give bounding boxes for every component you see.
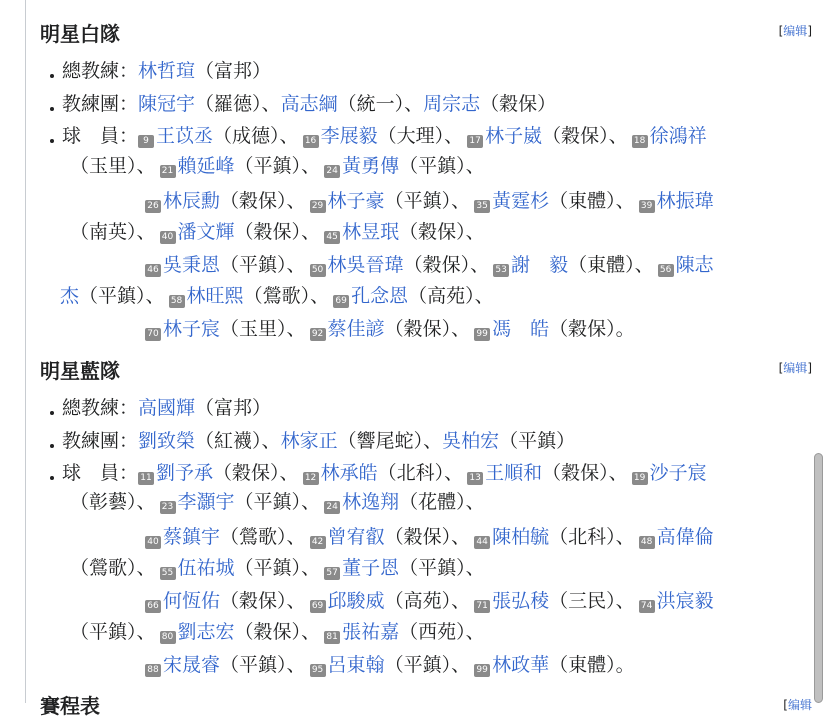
jersey-number-badge: 66 xyxy=(145,600,161,613)
white-coaches-row xyxy=(40,88,812,121)
separator: 、 xyxy=(286,254,306,276)
separator: 、 xyxy=(261,92,281,115)
player-link[interactable]: 黃勇傳 xyxy=(342,155,400,177)
player-link[interactable]: 邱駿威 xyxy=(327,590,385,612)
team-name: （穀保） xyxy=(234,621,302,643)
player-link[interactable]: 林振瑋 xyxy=(656,190,714,212)
team-name: （穀保） xyxy=(384,526,452,548)
separator: 、 xyxy=(279,125,299,147)
team-name: （平鎮） xyxy=(234,155,302,177)
separator: 、 xyxy=(301,621,321,643)
white-team-edit-link[interactable]: [编辑] xyxy=(778,24,812,38)
player-link[interactable]: 吳秉恩 xyxy=(163,254,221,276)
team-name: （高苑） xyxy=(384,590,452,612)
separator: 、 xyxy=(608,125,628,147)
blue-head-coach-link[interactable]: 高國輝 xyxy=(138,397,196,419)
team-name: （富邦） xyxy=(195,60,272,82)
separator: 、 xyxy=(474,285,494,307)
jersey-number-badge: 74 xyxy=(639,600,655,613)
separator: 、 xyxy=(615,526,635,548)
team-name: （穀保） xyxy=(234,221,302,243)
team-name: （平鎮） xyxy=(79,285,146,307)
blue-team-edit-link[interactable]: [编辑] xyxy=(778,361,812,375)
separator: 、 xyxy=(451,318,471,340)
player-link[interactable]: 高偉倫 xyxy=(656,526,714,548)
blue-players-line-4 xyxy=(70,554,489,582)
player-link[interactable]: 林昱珉 xyxy=(342,221,400,243)
team-name: （響尾蛇） xyxy=(337,429,424,452)
jersey-number-badge: 39 xyxy=(639,200,655,213)
jersey-number-badge: 80 xyxy=(160,631,176,644)
player-link[interactable]: 王苡丞 xyxy=(156,125,214,147)
jersey-number-badge: 23 xyxy=(160,501,176,514)
team-name: （穀保） xyxy=(542,462,609,484)
team-name: （平鎮） xyxy=(399,557,466,579)
jersey-number-badge: 42 xyxy=(310,536,326,549)
player-link[interactable]: 蔡佳諺 xyxy=(327,318,385,340)
team-name: （平鎮） xyxy=(234,557,302,579)
jersey-number-badge: 35 xyxy=(474,200,490,213)
separator: 、 xyxy=(470,254,490,276)
white-players-line-7 xyxy=(145,315,635,343)
jersey-number-badge: 19 xyxy=(632,472,648,485)
separator: 、 xyxy=(465,221,485,243)
team-name: （紅襪） xyxy=(195,429,262,452)
team-name: （穀保） xyxy=(220,590,287,612)
jersey-number-badge: 11 xyxy=(138,472,154,485)
player-link[interactable]: 陳志 xyxy=(675,254,714,276)
player-link[interactable]: 王順和 xyxy=(485,462,543,484)
player-link[interactable]: 李展毅 xyxy=(320,125,378,147)
scrollbar-thumb[interactable] xyxy=(814,453,823,703)
player-link[interactable]: 林子崴 xyxy=(485,125,543,147)
player-link[interactable]: 呂東翰 xyxy=(327,654,385,676)
blue-team-roster xyxy=(40,392,812,490)
jersey-number-badge: 9 xyxy=(138,135,154,148)
team-name: （平鎮） xyxy=(220,254,287,276)
white-team-heading: 明星白隊 xyxy=(40,22,120,46)
team-name: （穀保） xyxy=(399,221,466,243)
jersey-number-badge: 40 xyxy=(145,536,161,549)
separator: 、 xyxy=(301,491,321,513)
blue-team-heading: 明星藍隊 xyxy=(40,359,120,383)
separator: 、 xyxy=(465,155,485,177)
jersey-number-badge: 57 xyxy=(324,567,340,580)
white-head-coach-row xyxy=(40,55,812,88)
separator: 、 xyxy=(310,285,330,307)
separator: 、 xyxy=(286,318,306,340)
team-name: （統一） xyxy=(337,92,405,115)
white-coach-link[interactable]: 陳冠宇 xyxy=(138,92,196,115)
jersey-number-badge: 40 xyxy=(160,231,176,244)
blue-head-coach-row xyxy=(40,392,812,425)
separator: 、 xyxy=(286,654,306,676)
jersey-number-badge: 50 xyxy=(310,264,326,277)
white-players-line-4 xyxy=(70,218,489,246)
team-name: （平鎮） xyxy=(220,654,287,676)
coaches-label: 教練團： xyxy=(62,429,139,452)
white-team-roster xyxy=(40,55,812,153)
team-name: （穀保）。 xyxy=(549,318,635,340)
jersey-number-badge: 56 xyxy=(658,264,674,277)
jersey-number-badge: 29 xyxy=(310,200,326,213)
head-coach-label: 總教練： xyxy=(62,397,139,419)
blue-coach-link[interactable]: 林家正 xyxy=(280,429,338,452)
team-name: （東體） xyxy=(568,254,635,276)
team-name: （平鎮） xyxy=(399,155,466,177)
separator: 、 xyxy=(286,590,306,612)
separator: 、 xyxy=(451,654,471,676)
white-coach-link[interactable]: 周宗志 xyxy=(423,92,481,115)
team-name: （平鎮） xyxy=(499,429,576,452)
jersey-number-badge: 88 xyxy=(145,664,161,677)
team-name: （羅德） xyxy=(195,92,262,115)
separator: 、 xyxy=(465,621,485,643)
blue-players-line-2 xyxy=(70,488,489,516)
jersey-number-badge: 24 xyxy=(324,165,340,178)
team-name: （成德） xyxy=(213,125,280,147)
team-name: （平鎮） xyxy=(384,654,452,676)
separator: 、 xyxy=(451,590,471,612)
team-name: （東體） xyxy=(549,190,616,212)
team-name: （花體） xyxy=(399,491,466,513)
player-link[interactable]: 蔡鎮宇 xyxy=(163,526,221,548)
separator: 、 xyxy=(136,221,156,243)
blue-players-line-6 xyxy=(70,618,489,646)
player-link[interactable]: 劉志宏 xyxy=(177,621,235,643)
player-link[interactable]: 張祐嘉 xyxy=(342,621,400,643)
jersey-number-badge: 16 xyxy=(303,135,319,148)
separator: 、 xyxy=(608,462,628,484)
separator: 、 xyxy=(279,462,299,484)
separator: 、 xyxy=(465,557,485,579)
jersey-number-badge: 58 xyxy=(169,295,185,308)
white-players-row xyxy=(40,120,812,153)
player-link[interactable]: 宋晟睿 xyxy=(163,654,221,676)
player-link[interactable]: 林子宸 xyxy=(163,318,221,340)
jersey-number-badge: 95 xyxy=(310,664,326,677)
jersey-number-badge: 18 xyxy=(632,135,648,148)
player-link[interactable]: 陳柏毓 xyxy=(492,526,550,548)
player-link[interactable]: 伍祐城 xyxy=(177,557,235,579)
white-players-line-2 xyxy=(70,152,489,180)
jersey-number-badge: 24 xyxy=(324,501,340,514)
player-link[interactable]: 沙子宸 xyxy=(649,462,707,484)
white-players-line-5 xyxy=(145,251,714,279)
blue-players-line-7 xyxy=(145,651,635,679)
team-name: （穀保） xyxy=(384,318,452,340)
jersey-number-badge: 71 xyxy=(474,600,490,613)
player-link[interactable]: 張弘稜 xyxy=(492,590,550,612)
separator: 、 xyxy=(261,429,281,452)
jersey-number-badge: 12 xyxy=(303,472,319,485)
jersey-number-badge: 26 xyxy=(145,200,161,213)
team-name: （鶯歌） xyxy=(220,526,287,548)
team-name: （富邦） xyxy=(195,397,272,419)
player-link[interactable]: 洪宸毅 xyxy=(656,590,714,612)
team-name: （西苑） xyxy=(399,621,466,643)
jersey-number-badge: 17 xyxy=(467,135,483,148)
team-name: （北科） xyxy=(377,462,445,484)
jersey-number-badge: 21 xyxy=(160,165,176,178)
team-name: （穀保） xyxy=(480,92,557,115)
player-link[interactable]: 董子恩 xyxy=(342,557,400,579)
blue-team-section xyxy=(40,357,812,385)
player-link[interactable]: 林旺熙 xyxy=(186,285,244,307)
player-link[interactable]: 馮 皓 xyxy=(492,318,550,340)
player-link[interactable]: 林子豪 xyxy=(327,190,385,212)
blue-coach-link[interactable]: 劉致榮 xyxy=(138,429,196,452)
separator: 、 xyxy=(286,526,306,548)
player-link[interactable]: 林政華 xyxy=(492,654,550,676)
team-name: （穀保） xyxy=(213,462,280,484)
player-link[interactable]: 李灝宇 xyxy=(177,491,235,513)
jersey-number-badge: 44 xyxy=(474,536,490,549)
blue-players-line-3 xyxy=(145,523,714,551)
jersey-number-badge: 53 xyxy=(493,264,509,277)
white-head-coach-link[interactable]: 林哲瑄 xyxy=(138,60,196,82)
player-link[interactable]: 曾宥叡 xyxy=(327,526,385,548)
jersey-number-badge: 13 xyxy=(467,472,483,485)
separator: 、 xyxy=(136,155,156,177)
player-link[interactable]: 謝 毅 xyxy=(511,254,569,276)
player-link[interactable]: 徐鴻祥 xyxy=(649,125,707,147)
content-left-border xyxy=(25,0,26,703)
player-link[interactable]: 杰 xyxy=(60,285,80,307)
separator: 、 xyxy=(136,491,156,513)
jersey-number-badge: 92 xyxy=(310,328,326,341)
jersey-number-badge: 99 xyxy=(474,328,490,341)
team-name: （彰藝） xyxy=(70,491,137,513)
team-name: （鶯歌） xyxy=(70,557,137,579)
team-name: （鶯歌） xyxy=(243,285,311,307)
white-players-line-3 xyxy=(145,187,714,215)
player-link[interactable]: 林逸翔 xyxy=(342,491,400,513)
separator: 、 xyxy=(286,190,306,212)
player-link[interactable]: 孔念恩 xyxy=(351,285,409,307)
player-link[interactable]: 賴延峰 xyxy=(177,155,235,177)
jersey-number-badge: 48 xyxy=(639,536,655,549)
jersey-number-badge: 46 xyxy=(145,264,161,277)
separator: 、 xyxy=(444,125,464,147)
coaches-label: 教練團： xyxy=(62,92,139,115)
players-label: 球 員： xyxy=(62,462,139,484)
team-name: （穀保） xyxy=(220,190,287,212)
jersey-number-badge: 45 xyxy=(324,231,340,244)
separator: 、 xyxy=(615,590,635,612)
separator: 、 xyxy=(145,285,165,307)
player-link[interactable]: 林承皓 xyxy=(320,462,378,484)
separator: 、 xyxy=(136,557,156,579)
separator: 、 xyxy=(136,621,156,643)
jersey-number-badge: 81 xyxy=(324,631,340,644)
blue-players-row xyxy=(40,457,812,490)
jersey-number-badge: 69 xyxy=(310,600,326,613)
separator: 、 xyxy=(404,92,424,115)
team-name: （三民） xyxy=(549,590,616,612)
player-link[interactable]: 林辰勳 xyxy=(163,190,221,212)
blue-coach-link[interactable]: 吳柏宏 xyxy=(442,429,500,452)
separator: 、 xyxy=(465,491,485,513)
white-coach-link[interactable]: 高志綱 xyxy=(280,92,338,115)
player-link[interactable]: 潘文輝 xyxy=(177,221,235,243)
players-label: 球 員： xyxy=(62,125,139,147)
team-name: （平鎮） xyxy=(234,491,302,513)
blue-coaches-row xyxy=(40,425,812,458)
separator: 、 xyxy=(615,190,635,212)
separator: 、 xyxy=(451,190,471,212)
team-name: （平鎮） xyxy=(70,621,137,643)
team-name: （穀保） xyxy=(542,125,609,147)
blue-players-line-5 xyxy=(145,587,714,615)
player-link[interactable]: 林吳晉瑋 xyxy=(327,254,404,276)
separator: 、 xyxy=(423,429,443,452)
player-link[interactable]: 何恆佑 xyxy=(163,590,221,612)
jersey-number-badge: 99 xyxy=(474,664,490,677)
separator: 、 xyxy=(301,557,321,579)
separator: 、 xyxy=(444,462,464,484)
separator: 、 xyxy=(301,155,321,177)
jersey-number-badge: 70 xyxy=(145,328,161,341)
team-name: （南英） xyxy=(70,221,137,243)
team-name: （高苑） xyxy=(408,285,475,307)
team-name: （東體）。 xyxy=(549,654,635,676)
next-section-edit-link[interactable]: [编辑 xyxy=(783,698,812,712)
team-name: （北科） xyxy=(549,526,616,548)
jersey-number-badge: 55 xyxy=(160,567,176,580)
head-coach-label: 總教練： xyxy=(62,60,139,82)
player-link[interactable]: 黃霆杉 xyxy=(492,190,550,212)
white-team-section xyxy=(40,20,812,48)
jersey-number-badge: 69 xyxy=(333,295,349,308)
next-section-heading: 賽程表 xyxy=(40,694,100,718)
team-name: （穀保） xyxy=(403,254,471,276)
team-name: （玉里） xyxy=(70,155,137,177)
separator: 、 xyxy=(634,254,654,276)
separator: 、 xyxy=(301,221,321,243)
player-link[interactable]: 劉予承 xyxy=(156,462,214,484)
white-players-line-6 xyxy=(60,282,498,310)
separator: 、 xyxy=(451,526,471,548)
team-name: （大理） xyxy=(377,125,445,147)
team-name: （平鎮） xyxy=(384,190,452,212)
team-name: （玉里） xyxy=(220,318,287,340)
